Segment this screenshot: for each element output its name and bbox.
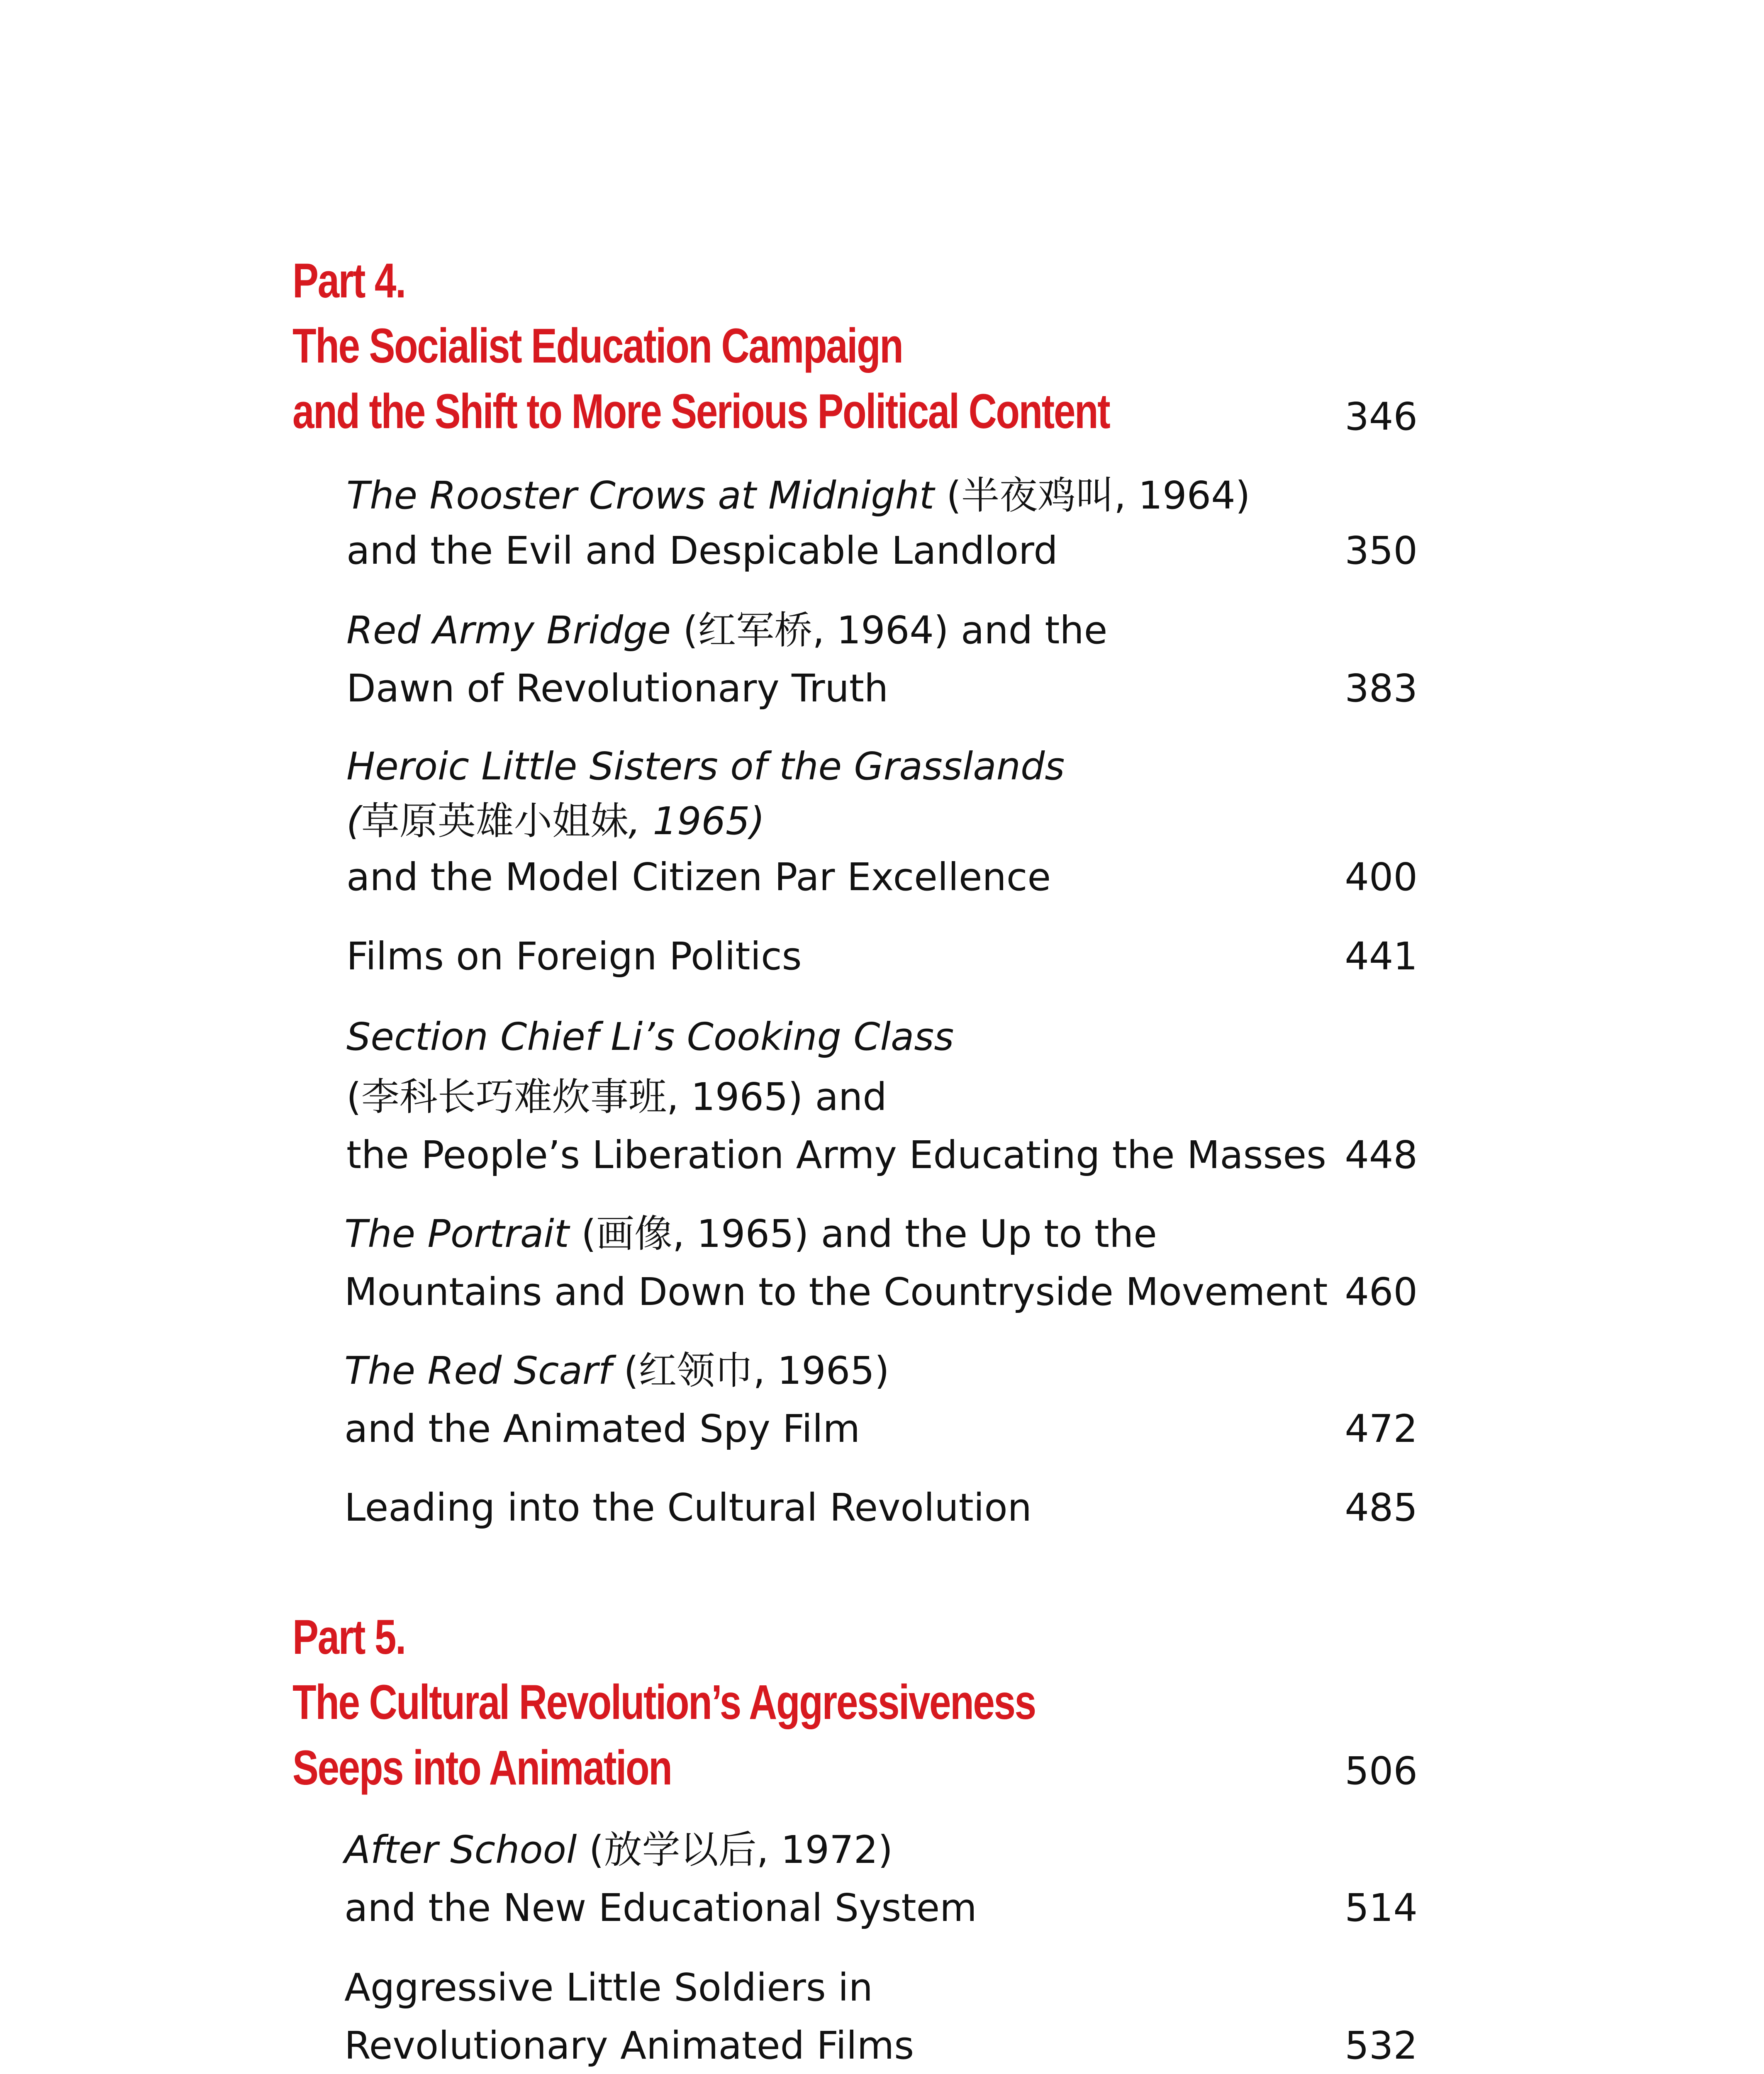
entry-title-line bbox=[344, 1205, 1157, 1263]
entry-subtitle-line: the People’s Liberation Army Educating the Masses bbox=[346, 1133, 1326, 1177]
film-title: The Rooster Crows at Midnight bbox=[346, 473, 934, 518]
entry-subtitle-line: Revolutionary Animated Films bbox=[344, 2023, 914, 2068]
entry-subtitle-line: Mountains and Down to the Countryside Movement bbox=[344, 1270, 1328, 1314]
entry-page-number: 460 bbox=[1345, 1270, 1418, 1314]
entry-page-number: 383 bbox=[1345, 666, 1418, 711]
entry-page-number: 485 bbox=[1345, 1485, 1418, 1530]
entry-chinese-title-line: (草原英雄小姐妹, 1965) bbox=[346, 799, 765, 843]
entry-title-line bbox=[346, 601, 1107, 660]
film-title: The Portrait bbox=[344, 1212, 569, 1256]
part-5-title-line-2: Seeps into Animation bbox=[292, 1741, 672, 1795]
entry-page-number: 448 bbox=[1345, 1133, 1418, 1177]
film-title: Red Army Bridge bbox=[346, 608, 671, 652]
film-details: (半夜鸡叫, 1964) bbox=[934, 473, 1250, 518]
entry-title-line bbox=[346, 467, 1250, 525]
film-details: (红军桥, 1964) and the bbox=[671, 608, 1108, 652]
film-details: (画像, 1965) and the Up to the bbox=[569, 1212, 1157, 1256]
part-4-title-line-1: The Socialist Education Campaign bbox=[292, 319, 903, 373]
part-5-title-line-1: The Cultural Revolution’s Aggressiveness bbox=[292, 1675, 1035, 1730]
entry-title-line: Aggressive Little Soldiers in bbox=[344, 1965, 873, 2010]
film-title: Section Chief Li’s Cooking Class bbox=[346, 1015, 954, 1059]
entry-title-line bbox=[344, 1342, 889, 1400]
entry-chinese-title-line: (李科长巧难炊事班, 1965) and bbox=[346, 1075, 887, 1119]
entry-page-number: 350 bbox=[1345, 528, 1418, 573]
part-4-page-number: 346 bbox=[1345, 394, 1418, 439]
entry-subtitle-line: and the Model Citizen Par Excellence bbox=[346, 855, 1051, 899]
film-title: Heroic Little Sisters of the Grasslands bbox=[346, 744, 1065, 789]
chinese-title: 草原英雄小姐妹 bbox=[361, 799, 629, 843]
entry-subtitle-line: and the Animated Spy Film bbox=[344, 1407, 860, 1451]
entry-page-number: 400 bbox=[1345, 855, 1418, 899]
entry-title-line bbox=[344, 1821, 893, 1879]
part-4-label: Part 4. bbox=[292, 253, 405, 308]
film-title: The Red Scarf bbox=[344, 1349, 612, 1393]
part-4-title-line-2: and the Shift to More Serious Political Content bbox=[292, 384, 1110, 439]
entry-subtitle-line: and the Evil and Despicable Landlord bbox=[346, 528, 1058, 573]
entry-title-line: Films on Foreign Politics bbox=[346, 934, 802, 979]
film-title: After School bbox=[344, 1828, 577, 1872]
entry-page-number: 441 bbox=[1345, 934, 1418, 979]
entry-page-number: 472 bbox=[1345, 1407, 1418, 1451]
entry-title-line: Leading into the Cultural Revolution bbox=[344, 1485, 1032, 1530]
part-5-label: Part 5. bbox=[292, 1610, 405, 1665]
entry-subtitle-line: Dawn of Revolutionary Truth bbox=[346, 666, 889, 711]
entry-page-number: 532 bbox=[1345, 2023, 1418, 2068]
film-details: (红领巾, 1965) bbox=[612, 1349, 889, 1393]
part-5-page-number: 506 bbox=[1345, 1749, 1418, 1793]
entry-page-number: 514 bbox=[1345, 1886, 1418, 1930]
entry-subtitle-line: and the New Educational System bbox=[344, 1886, 977, 1930]
film-details: (放学以后, 1972) bbox=[577, 1828, 893, 1872]
